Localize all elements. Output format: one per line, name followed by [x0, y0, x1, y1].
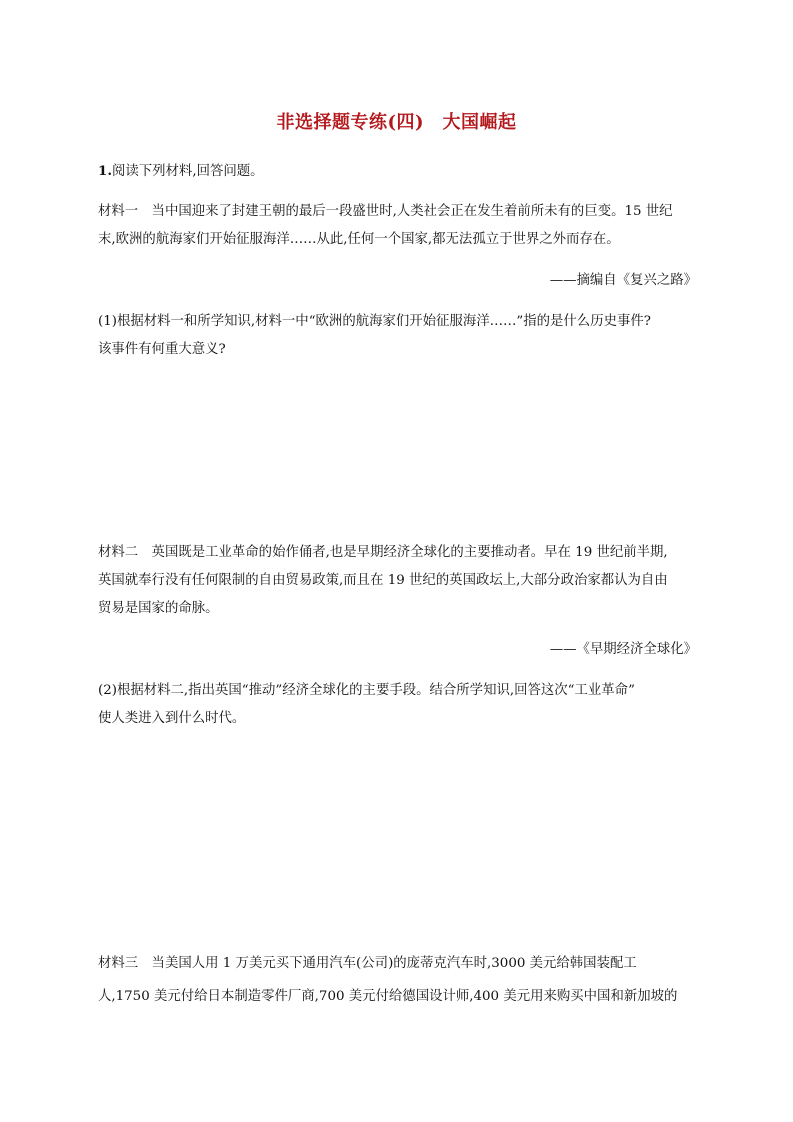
sub-question-2-line-2: 使人类进入到什么时代。: [98, 711, 246, 726]
sub-question-1-line-2: 该事件有何重大意义?: [98, 342, 226, 357]
question-prompt-text: 阅读下列材料,回答问题。: [111, 164, 264, 179]
page-title: 非选择题专练(四) 大国崛起: [276, 112, 517, 133]
material-two-source: ——《早期经济全球化》: [549, 642, 697, 657]
material-two-line-2: 英国就奉行没有任何限制的自由贸易政策,而且在 19 世纪的英国政坛上,大部分政治家都认为自由: [98, 573, 668, 588]
material-one-line-2: 末,欧洲的航海家们开始征服海洋……从此,任何一个国家,都无法孤立于世界之外而存在。: [98, 232, 620, 247]
sub-question-1-line-1: (1)根据材料一和所学知识,材料一中“欧洲的航海家们开始征服海洋……”指的是什么历史事件?: [98, 314, 651, 329]
material-two-line-1: 材料二 英国既是工业革命的始作俑者,也是早期经济全球化的主要推动者。早在 19 世纪前半期,: [98, 545, 668, 560]
material-one-source: ——摘编自《复兴之路》: [549, 273, 697, 288]
material-two-line-3: 贸易是国家的命脉。: [98, 601, 219, 616]
material-three-line-2: 人,1750 美元付给日本制造零件厂商,700 美元付给德国设计师,400 美元用来购买中国和新加坡的: [98, 989, 678, 1004]
material-one-line-1: 材料一 当中国迎来了封建王朝的最后一段盛世时,人类社会正在发生着前所未有的巨变。15 世纪: [98, 204, 673, 219]
material-three-line-1: 材料三 当美国人用 1 万美元买下通用汽车(公司)的庞蒂克汽车时,3000 美元给韩国装配工: [98, 956, 637, 971]
sub-question-2-line-1: (2)根据材料二,指出英国“推动”经济全球化的主要手段。结合所学知识,回答这次“工业革命”: [98, 683, 635, 698]
question-number: 1.: [98, 163, 112, 179]
question-prompt: [98, 161, 700, 182]
